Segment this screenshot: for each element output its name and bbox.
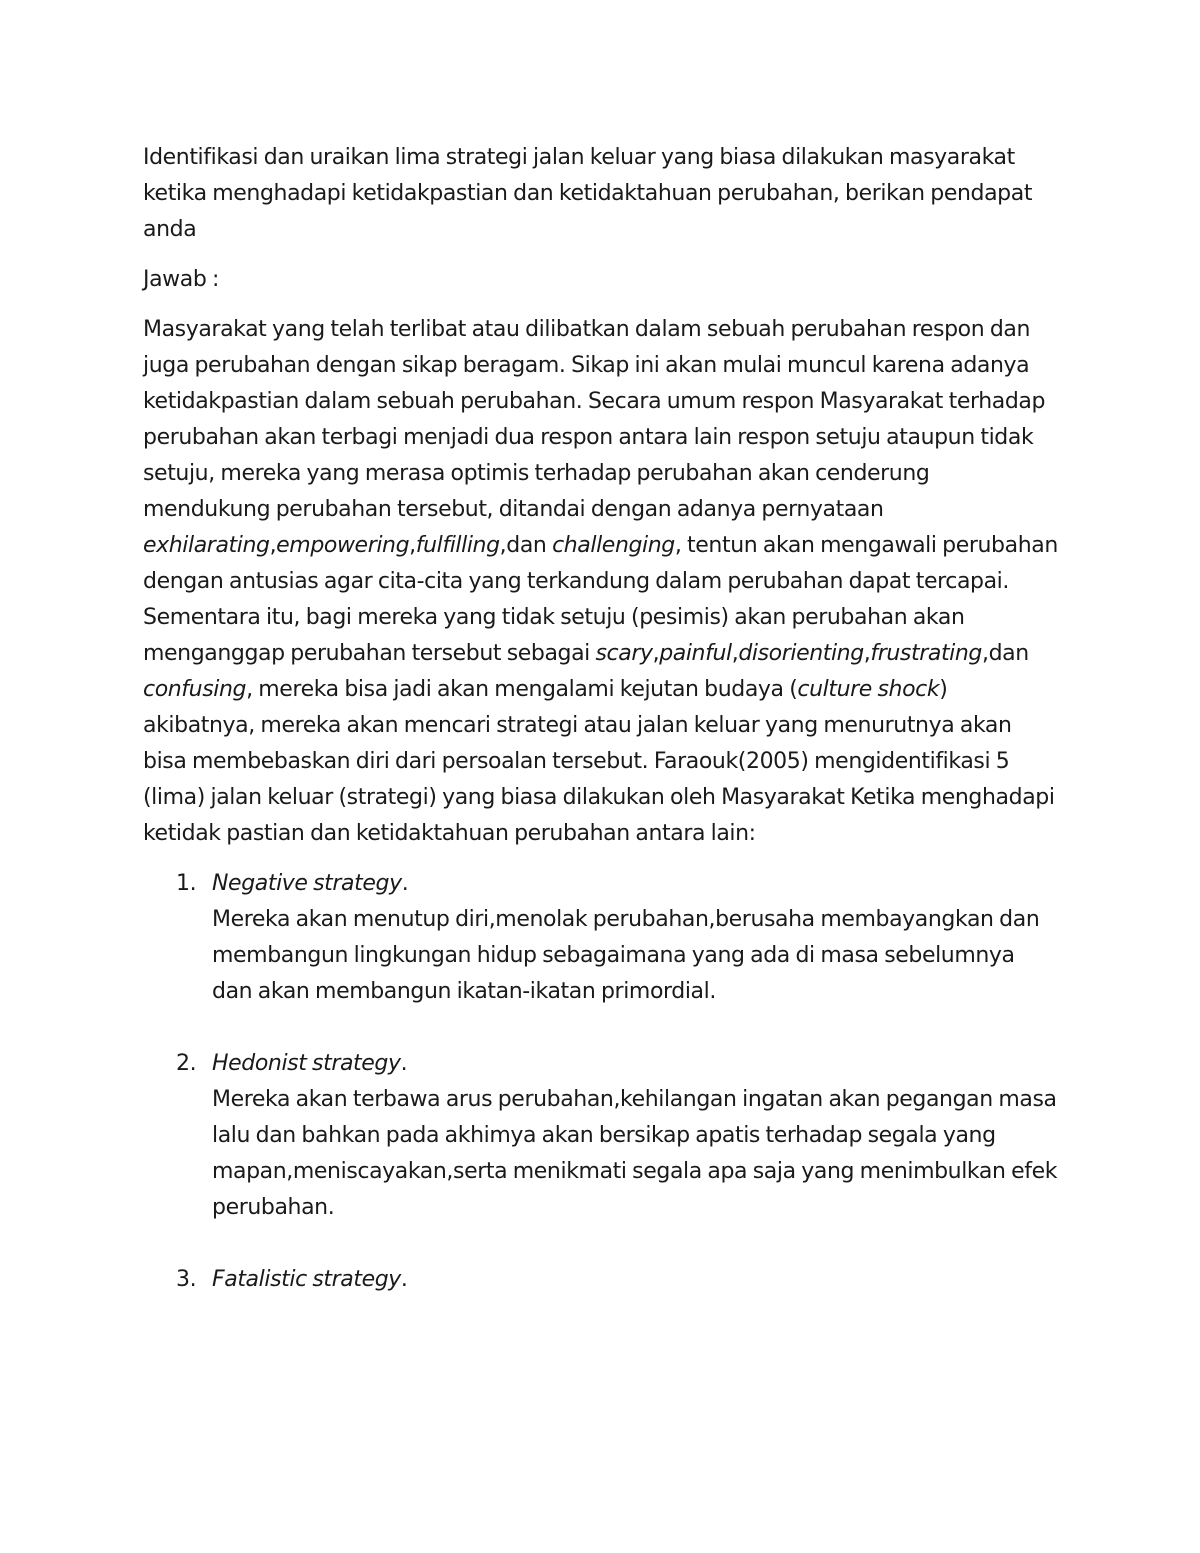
strategy-item — [143, 866, 1058, 1010]
term-painful: painful — [659, 641, 732, 666]
paragraph-text-4: ) akibatnya, mereka akan mencari strategi atau jalan keluar yang menurutnya akan bisa membebaskan diri dari persoalan tersebut. Faraouk(2005) mengidentifikasi 5 (lima) jalan keluar (strategi) yang biasa dilakukan oleh Masyarakat Ketika menghadapi ketidak pastian dan ketidaktahuan perubahan antara lain: — [143, 677, 1055, 846]
term-scary: scary — [595, 641, 653, 666]
separator: , — [409, 533, 416, 558]
list-number: 3. — [176, 1267, 197, 1292]
paragraph-text-3: , mereka bisa jadi akan mengalami kejutan budaya ( — [246, 677, 798, 702]
strategy-description: Mereka akan menutup diri,menolak perubahan,berusaha membayangkan dan membangun lingkungan hidup sebagaimana yang ada di masa sebelumnya dan akan membangun ikatan-ikatan primordial. — [212, 907, 1040, 1004]
paragraph-text-2: , tentun akan mengawali perubahan dengan antusias agar cita-cita yang terkandung dalam perubahan dapat tercapai. Sementara itu, bagi mereka yang tidak setuju (pesimis) akan perubahan akan menganggap perubahan tersebut sebagai — [143, 533, 1058, 666]
paragraph-text-1: Masyarakat yang telah terlibat atau dilibatkan dalam sebuah perubahan respon dan juga perubahan dengan sikap beragam. Sikap ini akan mulai muncul karena adanya ketidakpastian dalam sebuah perubahan. Secara umum respon Masyarakat terhadap perubahan akan terbagi menjadi dua respon antara lain respon setuju ataupun tidak setuju, mereka yang merasa optimis terhadap perubahan akan cenderung mendukung perubahan tersebut, ditandai dengan adanya pernyataan — [143, 317, 1046, 522]
strategy-heading — [212, 866, 1058, 902]
strategy-title: Hedonist strategy — [212, 1051, 401, 1076]
strategy-description: Mereka akan terbawa arus perubahan,kehilangan ingatan akan pegangan masa lalu dan bahkan pada akhimya akan bersikap apatis terhadap segala yang mapan,meniscayakan,serta menikmati segala apa saja yang menimbulkan efek perubahan. — [212, 1087, 1058, 1220]
strategy-heading — [212, 1046, 1058, 1082]
term-frustrating: frustrating — [870, 641, 982, 666]
answer-paragraph — [143, 312, 1058, 852]
strategy-heading — [212, 1262, 1058, 1298]
strategy-item — [143, 1262, 1058, 1298]
separator: , — [269, 533, 277, 558]
list-number: 2. — [176, 1051, 197, 1076]
question-text: Identifikasi dan uraikan lima strategi jalan keluar yang biasa dilakukan masyarakat ketika menghadapi ketidakpastian dan ketidaktahuan perubahan, berikan pendapat anda — [143, 145, 1033, 242]
strategy-title: Fatalistic strategy — [212, 1267, 401, 1292]
term-confusing: confusing — [143, 677, 247, 702]
term-challenging: challenging — [552, 533, 675, 558]
separator: , — [863, 641, 871, 666]
separator: , — [731, 641, 739, 666]
title-suffix: . — [401, 871, 409, 896]
term-fulfilling: fulfilling — [415, 533, 500, 558]
title-suffix: . — [400, 1267, 408, 1292]
strategy-title: Negative strategy — [212, 871, 402, 896]
term-empowering: empowering — [276, 533, 410, 558]
strategy-item — [143, 1046, 1058, 1226]
term-culture-shock: culture shock — [797, 677, 940, 702]
answer-label: Jawab : — [143, 267, 220, 292]
term-exhilarating: exhilarating — [143, 533, 270, 558]
list-number: 1. — [176, 871, 197, 896]
separator: , — [652, 641, 660, 666]
separator: ,dan — [499, 533, 553, 558]
term-disorienting: disorienting — [738, 641, 864, 666]
title-suffix: . — [400, 1051, 408, 1076]
separator: ,dan — [982, 641, 1029, 666]
strategy-list — [143, 866, 1058, 1298]
document-content — [143, 140, 1058, 1334]
